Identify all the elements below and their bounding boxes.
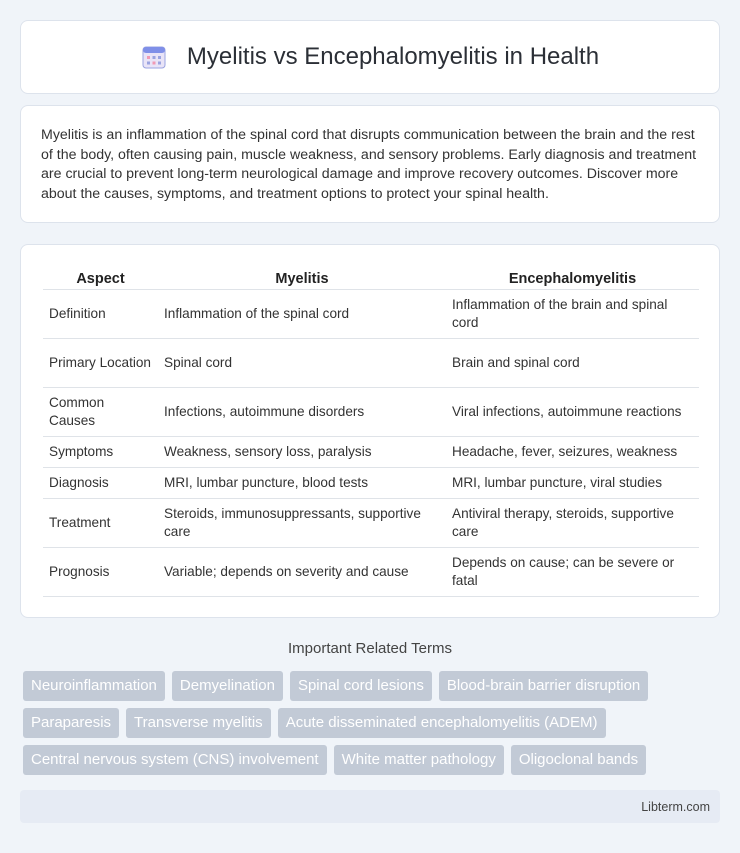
page-title: Myelitis vs Encephalomyelitis in Health	[186, 43, 600, 70]
table-row	[43, 467, 699, 498]
table-cell: Infections, autoimmune disorders	[158, 387, 446, 436]
table-cell: MRI, lumbar puncture, viral studies	[446, 467, 699, 498]
table-cell: Common Causes	[43, 387, 158, 436]
table-cell: Primary Location	[43, 338, 158, 387]
tag-oligoclonal-bands[interactable]: Oligoclonal bands	[511, 745, 646, 775]
table-header-row	[43, 265, 699, 289]
table-row	[43, 387, 699, 436]
tag-demyelination[interactable]: Demyelination	[172, 671, 283, 701]
table-cell: Antiviral therapy, steroids, supportive care	[446, 498, 699, 547]
table-row	[43, 436, 699, 467]
header-encephalomyelitis: Encephalomyelitis	[446, 265, 699, 289]
header-myelitis: Myelitis	[158, 265, 446, 289]
tag-row	[23, 745, 723, 775]
comparison-table-card	[20, 244, 720, 618]
table-cell: Symptoms	[43, 436, 158, 467]
related-terms-title: Important Related Terms	[288, 640, 452, 657]
table-row	[43, 547, 699, 596]
table-row	[43, 338, 699, 387]
tag-transverse-myelitis[interactable]: Transverse myelitis	[126, 708, 271, 738]
footer-link[interactable]: Libterm.com	[641, 799, 710, 814]
table-cell: Viral infections, autoimmune reactions	[446, 387, 699, 436]
tag-cns-involvement[interactable]: Central nervous system (CNS) involvement	[23, 745, 327, 775]
tag-row	[23, 671, 723, 701]
table-row	[43, 289, 699, 338]
tag-blood-brain-barrier-disruption[interactable]: Blood-brain barrier disruption	[439, 671, 648, 701]
comparison-table	[43, 265, 699, 597]
header-aspect: Aspect	[43, 265, 158, 289]
tag-paraparesis[interactable]: Paraparesis	[23, 708, 119, 738]
table-cell: Depends on cause; can be severe or fatal	[446, 547, 699, 596]
intro-card	[20, 105, 720, 223]
tag-adem[interactable]: Acute disseminated encephalomyelitis (ADEM)	[278, 708, 606, 738]
table-cell: Headache, fever, seizures, weakness	[446, 436, 699, 467]
table-cell: Steroids, immunosuppressants, supportive care	[158, 498, 446, 547]
table-cell: Weakness, sensory loss, paralysis	[158, 436, 446, 467]
table-row	[43, 498, 699, 547]
tag-spinal-cord-lesions[interactable]: Spinal cord lesions	[290, 671, 432, 701]
related-terms-list	[23, 671, 723, 782]
tag-row	[23, 708, 723, 738]
table-cell: Inflammation of the spinal cord	[158, 289, 446, 338]
table-cell: Variable; depends on severity and cause	[158, 547, 446, 596]
table-cell: Brain and spinal cord	[446, 338, 699, 387]
table-cell: MRI, lumbar puncture, blood tests	[158, 467, 446, 498]
table-cell: Diagnosis	[43, 467, 158, 498]
footer	[20, 790, 720, 823]
table-cell: Spinal cord	[158, 338, 446, 387]
table-cell: Inflammation of the brain and spinal cord	[446, 289, 699, 338]
header-card	[20, 20, 720, 94]
tag-white-matter-pathology[interactable]: White matter pathology	[334, 745, 504, 775]
calendar-icon	[141, 44, 167, 70]
table-cell: Prognosis	[43, 547, 158, 596]
intro-text: Myelitis is an inflammation of the spinal cord that disrupts communication between the brain and the rest of the body, often causing pain, muscle weakness, and sensory problems. Early diagnosis and treatment are crucial to prevent long-term neurological damage and improve recovery outcomes. Discover more about the causes, symptoms, and treatment options to protect your spinal health.	[41, 127, 697, 202]
table-cell: Definition	[43, 289, 158, 338]
tag-neuroinflammation[interactable]: Neuroinflammation	[23, 671, 165, 701]
table-cell: Treatment	[43, 498, 158, 547]
